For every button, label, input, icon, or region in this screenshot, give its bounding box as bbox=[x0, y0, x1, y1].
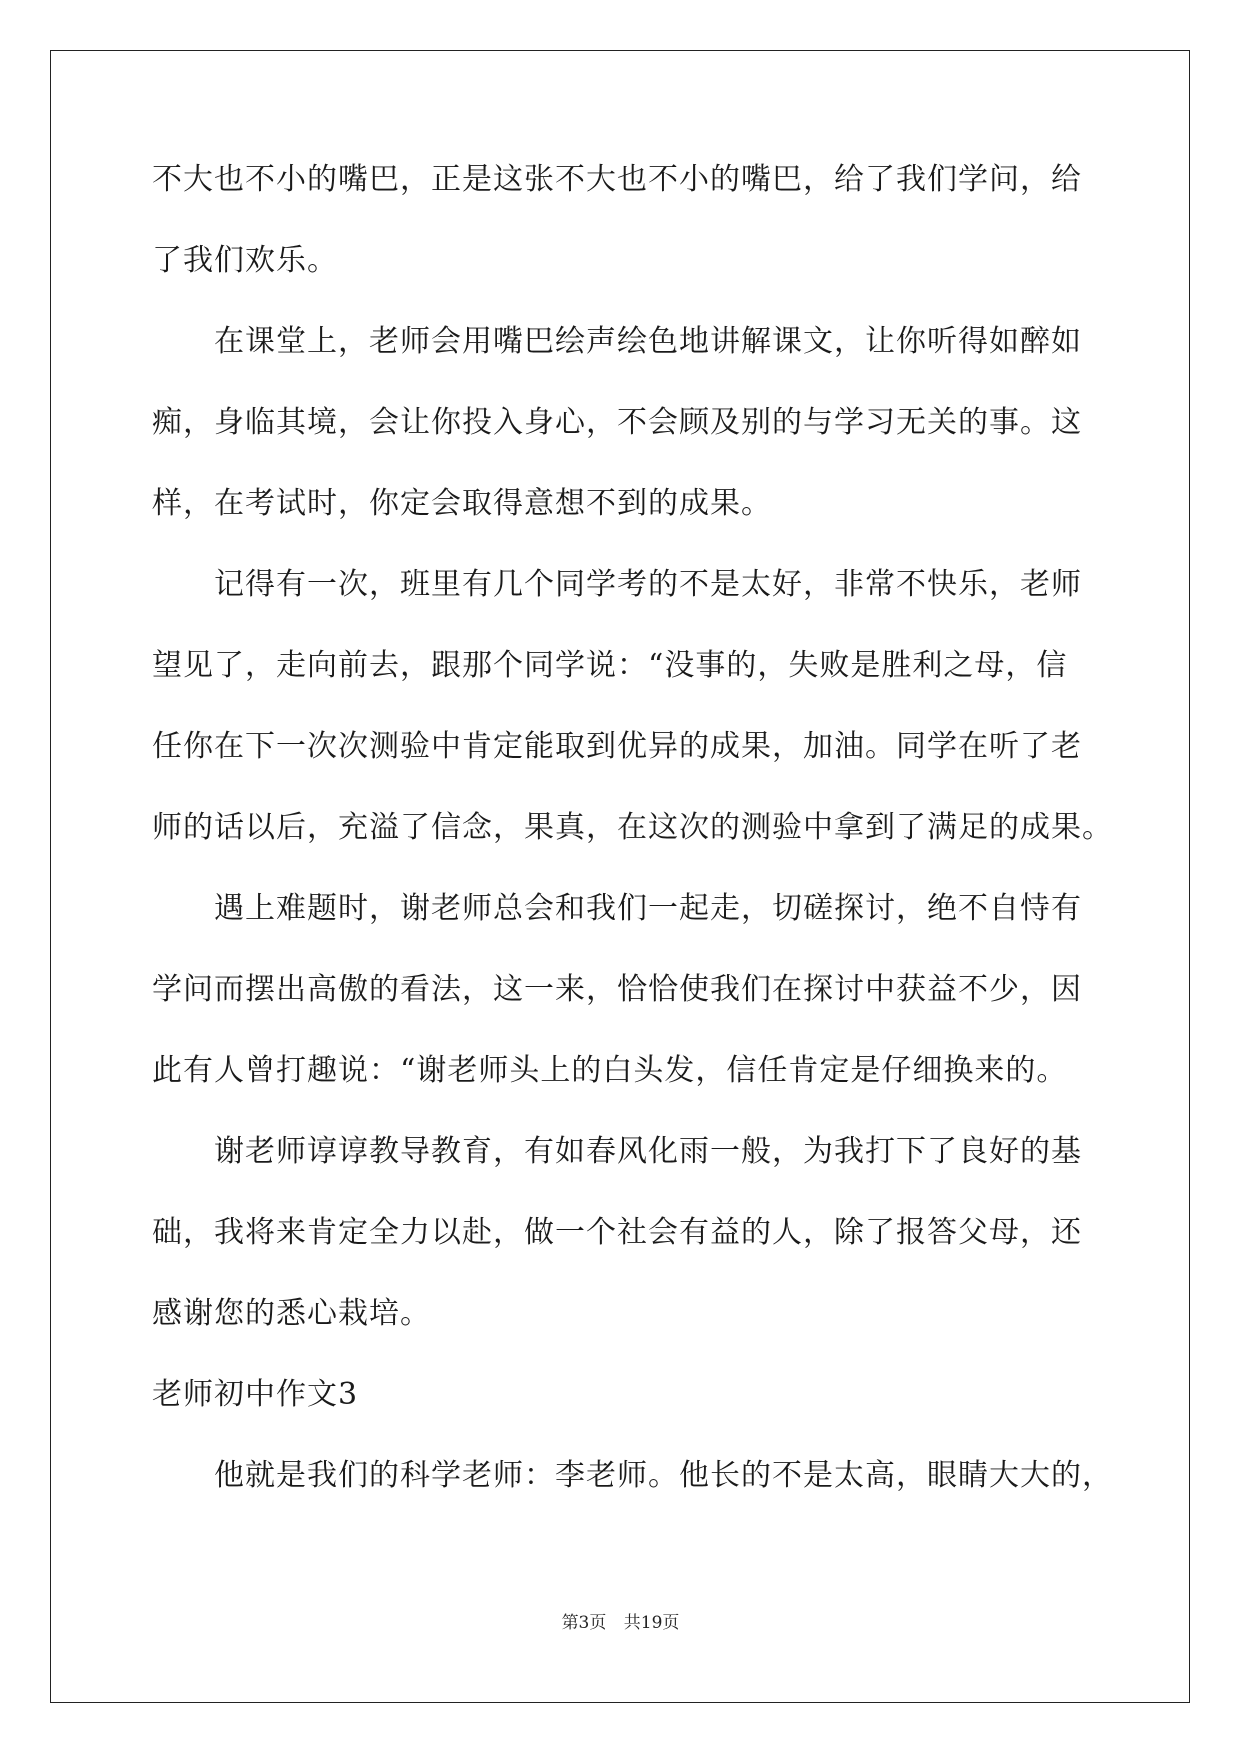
text-line: 此有人曾打趣说：“谢老师头上的白头发，信任肯定是仔细换来的。 bbox=[152, 1053, 1068, 1088]
text-line: 望见了，走向前去，跟那个同学说：“没事的，失败是胜利之母，信 bbox=[152, 648, 1068, 683]
section-title: 老师初中作文3 bbox=[152, 1377, 359, 1412]
document-body bbox=[152, 160, 1113, 1537]
paragraph-start: 谢老师谆谆教导教育，有如春风化雨一般，为我打下了良好的基 bbox=[214, 1134, 1082, 1169]
page-total: 共19页 bbox=[623, 1613, 680, 1633]
paragraph-start: 记得有一次，班里有几个同学考的不是太好，非常不快乐，老师 bbox=[214, 567, 1082, 602]
text-line: 师的话以后，充溢了信念，果真，在这次的测验中拿到了满足的成果。 bbox=[152, 810, 1113, 845]
text-line: 样，在考试时，你定会取得意想不到的成果。 bbox=[152, 486, 772, 521]
text-line: 痴，身临其境，会让你投入身心，不会顾及别的与学习无关的事。这 bbox=[152, 405, 1082, 440]
text-line: 了我们欢乐。 bbox=[152, 243, 338, 278]
text-line: 学问而摆出高傲的看法，这一来，恰恰使我们在探讨中获益不少，因 bbox=[152, 972, 1082, 1007]
paragraph-start: 他就是我们的科学老师：李老师。他长的不是太高，眼睛大大的， bbox=[214, 1458, 1113, 1493]
text-line: 任你在下一次次测验中肯定能取到优异的成果，加油。同学在听了老 bbox=[152, 729, 1082, 764]
page-number: 第3页 bbox=[561, 1613, 607, 1633]
paragraph-start: 遇上难题时，谢老师总会和我们一起走，切磋探讨，绝不自恃有 bbox=[214, 891, 1082, 926]
page-footer bbox=[0, 1608, 1241, 1633]
text-line: 感谢您的悉心栽培。 bbox=[152, 1296, 431, 1331]
text-line: 础，我将来肯定全力以赴，做一个社会有益的人，除了报答父母，还 bbox=[152, 1215, 1082, 1250]
text-line: 不大也不小的嘴巴，正是这张不大也不小的嘴巴，给了我们学问，给 bbox=[152, 162, 1082, 197]
paragraph-start: 在课堂上，老师会用嘴巴绘声绘色地讲解课文，让你听得如醉如 bbox=[214, 324, 1082, 359]
